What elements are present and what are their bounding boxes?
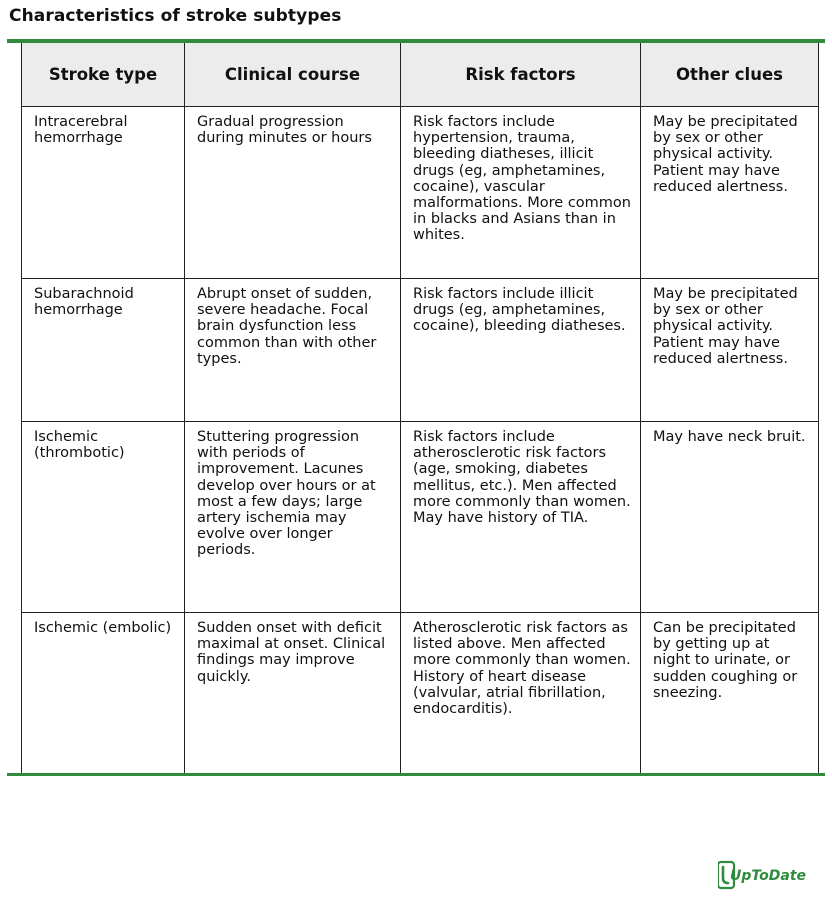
table-row xyxy=(22,279,819,422)
cell-stroke-type: Subarachnoid hemorrhage xyxy=(22,279,185,422)
cell-risk-factors: Risk factors include atherosclerotic risk factors (age, smoking, diabetes mellitus, etc.). Men affected more commonly than women. May have history of TIA. xyxy=(401,422,641,613)
cell-clinical-course: Sudden onset with deficit maximal at onset. Clinical findings may improve quickly. xyxy=(185,613,401,774)
header-other-clues: Other clues xyxy=(641,43,819,107)
header-clinical-course: Clinical course xyxy=(185,43,401,107)
cell-clinical-course: Gradual progression during minutes or hours xyxy=(185,107,401,279)
cell-risk-factors: Atherosclerotic risk factors as listed above. Men affected more commonly than women. History of heart disease (valvular, atrial fibrillation, endocarditis). xyxy=(401,613,641,774)
header-risk-factors: Risk factors xyxy=(401,43,641,107)
cell-other-clues: May be precipitated by sex or other physical activity. Patient may have reduced alertness. xyxy=(641,279,819,422)
cell-stroke-type: Intracerebral hemorrhage xyxy=(22,107,185,279)
table-row xyxy=(22,613,819,774)
table-row xyxy=(22,107,819,279)
cell-other-clues: May have neck bruit. xyxy=(641,422,819,613)
table-row xyxy=(22,422,819,613)
table-frame xyxy=(7,39,825,776)
stroke-subtypes-table xyxy=(21,43,819,773)
uptodate-logo xyxy=(718,859,824,893)
cell-clinical-course: Stuttering progression with periods of improvement. Lacunes develop over hours or at most a few days; large artery ischemia may evolve over longer periods. xyxy=(185,422,401,613)
cell-stroke-type: Ischemic (embolic) xyxy=(22,613,185,774)
cell-risk-factors: Risk factors include hypertension, trauma, bleeding diatheses, illicit drugs (eg, amphetamines, cocaine), vascular malformations. More common in blacks and Asians than in whites. xyxy=(401,107,641,279)
cell-stroke-type: Ischemic (thrombotic) xyxy=(22,422,185,613)
uptodate-logo-mark xyxy=(718,859,824,893)
cell-other-clues: Can be precipitated by getting up at night to urinate, or sudden coughing or sneezing. xyxy=(641,613,819,774)
cell-clinical-course: Abrupt onset of sudden, severe headache. Focal brain dysfunction less common than with other types. xyxy=(185,279,401,422)
cell-risk-factors: Risk factors include illicit drugs (eg, amphetamines, cocaine), bleeding diatheses. xyxy=(401,279,641,422)
header-stroke-type: Stroke type xyxy=(22,43,185,107)
cell-other-clues: May be precipitated by sex or other physical activity. Patient may have reduced alertness. xyxy=(641,107,819,279)
logo-text: UpToDate xyxy=(730,868,807,884)
table-header-row xyxy=(22,43,819,107)
page-title: Characteristics of stroke subtypes xyxy=(9,6,342,26)
